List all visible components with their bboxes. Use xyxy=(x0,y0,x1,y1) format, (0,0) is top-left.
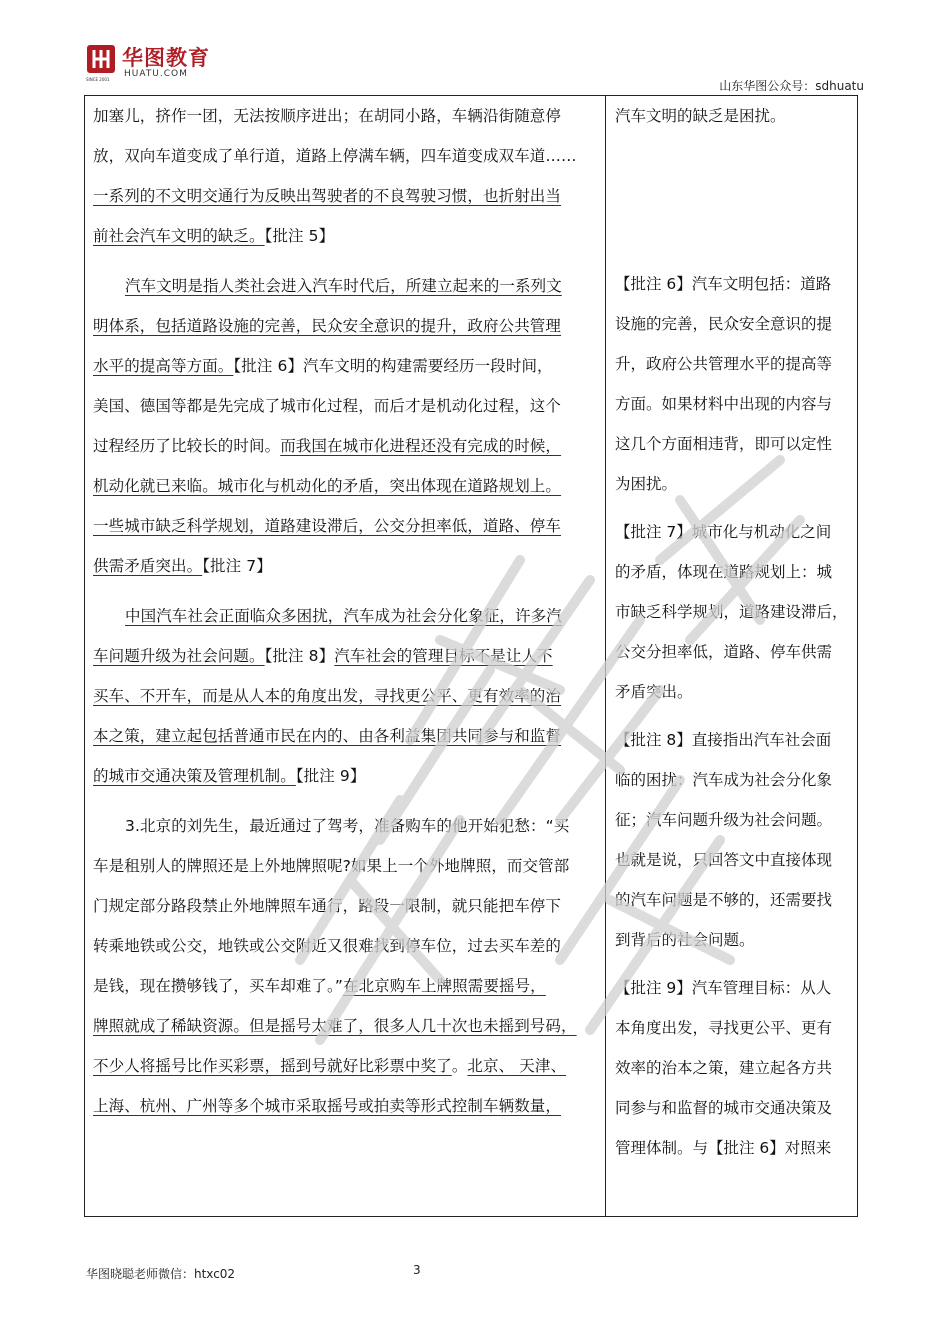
material-line xyxy=(93,426,598,466)
blank-line xyxy=(615,216,855,256)
material-line xyxy=(93,676,598,716)
material-line xyxy=(93,136,598,176)
underlined-text: 本之策，建立起包括普通市民在内的、由各利益集团共同参与和监督 xyxy=(93,727,562,745)
material-line xyxy=(93,846,598,886)
huatu-logo xyxy=(86,42,236,82)
column-divider xyxy=(605,96,606,1216)
text-span: 是钱，现在攒够钱了，买车却难了。” xyxy=(93,977,343,995)
material-line xyxy=(93,346,598,386)
annotation-gap xyxy=(615,960,855,968)
annotation-line: 临的困扰：汽车成为社会分化象 xyxy=(615,771,833,789)
annotation-line: 本角度出发，寻找更公平、更有 xyxy=(615,1019,833,1037)
text-span: 放，双向车道变成了单行道，道路上停满车辆，四车道变成双车道…… xyxy=(93,147,577,165)
logo-subtitle: HUATU.COM xyxy=(124,69,188,79)
underlined-text: 明体系，包括道路设施的完善，民众安全意识的提升，政府公共管理 xyxy=(93,317,562,335)
text-span: 门规定部分路段禁止外地牌照车通行，路段一限制，就只能把车停下 xyxy=(93,897,562,915)
paragraph-gap xyxy=(93,796,598,806)
material-line xyxy=(93,306,598,346)
blank-line xyxy=(615,136,855,176)
annotation-line: 【批注 7】城市化与机动化之间 xyxy=(615,523,832,541)
underlined-text: 一系列的不文明交通行为反映出驾驶者的不良驾驶习惯，也折射出当 xyxy=(93,187,562,205)
text-span: 【批注 9】 xyxy=(295,767,366,785)
logo-since: SINCE 2001 xyxy=(86,77,110,82)
text-span: 3.北京的刘先生，最近通过了驾考，准备购车的他开始犯愁：“买 xyxy=(125,817,570,835)
material-line xyxy=(93,966,598,1006)
annotation-line: 【批注 8】直接指出汽车社会面 xyxy=(615,731,832,749)
material-line xyxy=(93,546,598,586)
annotation-gap xyxy=(615,712,855,720)
annotation-line: 效率的治本之策，建立起各方共 xyxy=(615,1059,833,1077)
annotation-gap xyxy=(615,504,855,512)
text-span: 【批注 7】 xyxy=(202,557,272,575)
annotation-line: 为困扰。 xyxy=(615,475,678,493)
annotation-line: 升，政府公共管理水平的提高等 xyxy=(615,355,833,373)
underlined-text: 供需矛盾突出。 xyxy=(93,557,203,575)
paragraph-gap xyxy=(93,256,598,266)
material-line xyxy=(93,806,598,846)
paragraph-gap xyxy=(93,586,598,596)
text-span: 【批注 5】 xyxy=(264,227,335,245)
material-line xyxy=(93,1086,598,1126)
material-line xyxy=(93,466,598,506)
annotation-line: 到背后的社会问题。 xyxy=(615,931,755,949)
underlined-text: 一些城市缺乏科学规划，道路建设滞后，公交分担率低，道路、停车 xyxy=(93,517,562,535)
material-line xyxy=(93,176,598,216)
underlined-text: 汽车文明是指人类社会进入汽车时代后，所建立起来的一系列文 xyxy=(125,277,562,295)
material-line xyxy=(93,1046,598,1086)
text-span: 【批注 8】 xyxy=(264,647,335,665)
material-line xyxy=(93,926,598,966)
annotation-line: 的矛盾，体现在道路规划上：城 xyxy=(615,563,833,581)
text-span: 【批注 6】汽车文明的构建需要经历一段时间， xyxy=(233,357,553,375)
underlined-text: 牌照就成了稀缺资源。但是摇号太难了，很多人几十次也未摇到号码， xyxy=(93,1017,577,1035)
footer-teacher: 华图晓聪老师微信：htxc02 xyxy=(86,1267,236,1281)
material-line xyxy=(93,506,598,546)
annotation-line: 公交分担率低，道路、停车供需 xyxy=(615,643,833,661)
annotation-line: 矛盾突出。 xyxy=(615,683,693,701)
material-line xyxy=(93,1006,598,1046)
text-span: 过程经历了比较长的时间。 xyxy=(93,437,281,455)
text-span: 美国、德国等都是先完成了城市化过程，而后才是机动化过程，这个 xyxy=(93,397,562,415)
annotation-gap xyxy=(615,256,855,264)
underlined-text: 汽车社会的管理目标不是让人不 xyxy=(334,647,553,665)
huatu-logo-icon xyxy=(86,44,116,76)
material-line xyxy=(93,596,598,636)
text-span: 转乘地铁或公交，地铁或公交附近又很难找到停车位，过去买车差的 xyxy=(93,937,562,955)
text-span: 。 xyxy=(451,1057,468,1075)
annotation-line: 市缺乏科学规划，道路建设滞后， xyxy=(615,603,848,621)
annotation-line: 同参与和监督的城市交通决策及 xyxy=(615,1099,833,1117)
underlined-text: 前社会汽车文明的缺乏。 xyxy=(93,227,265,245)
underlined-text: 买车、不开车，而是从人本的角度出发，寻找更公平、更有效率的治 xyxy=(93,687,562,705)
underlined-text: 上海、杭州、广州等多个城市采取摇号或拍卖等形式控制车辆数量， xyxy=(93,1097,562,1115)
underlined-text: 而我国在城市化进程还没有完成的时候， xyxy=(280,437,562,455)
annotation-line: 【批注 6】汽车文明包括：道路 xyxy=(615,275,832,293)
page-number: 3 xyxy=(413,1263,421,1277)
annotation-line: 也就是说，只回答文中直接体现 xyxy=(615,851,833,869)
annotation-line: 的汽车问题是不够的，还需要找 xyxy=(615,891,833,909)
annotation-line: 设施的完善，民众安全意识的提 xyxy=(615,315,833,333)
material-line xyxy=(93,886,598,926)
text-span: 车是租别人的牌照还是上外地牌照呢?如果上一个外地牌照，而交管部 xyxy=(93,857,570,875)
material-line xyxy=(93,386,598,426)
logo-text: 华图教育 xyxy=(122,46,210,70)
annotation-line: 方面。如果材料中出现的内容与 xyxy=(615,395,833,413)
material-line xyxy=(93,716,598,756)
annotation-line: 征；汽车问题升级为社会问题。 xyxy=(615,811,833,829)
underlined-text: 车问题升级为社会问题。 xyxy=(93,647,265,665)
underlined-text: 不少人将摇号比作买彩票，摇到号就好比彩票中奖了 xyxy=(93,1057,452,1075)
annotation-table xyxy=(84,95,858,1217)
material-text-column xyxy=(93,96,598,1126)
text-span: 加塞儿，挤作一团，无法按顺序进出；在胡同小路，车辆沿街随意停 xyxy=(93,107,562,125)
underlined-text: 机动化就已来临。城市化与机动化的矛盾，突出体现在道路规划上。 xyxy=(93,477,562,495)
material-line xyxy=(93,216,598,256)
underlined-text: 水平的提高等方面。 xyxy=(93,357,234,375)
material-line xyxy=(93,96,598,136)
underlined-text: 在北京购车上牌照需要摇号， xyxy=(342,977,546,995)
material-line xyxy=(93,636,598,676)
underlined-text: 北京、 天津、 xyxy=(467,1057,567,1075)
blank-line xyxy=(615,176,855,216)
header-account: 山东华图公众号：sdhuatu xyxy=(719,79,864,93)
underlined-text: 的城市交通决策及管理机制。 xyxy=(93,767,296,785)
annotation-line: 汽车文明的缺乏是困扰。 xyxy=(615,107,786,125)
material-line xyxy=(93,756,598,796)
annotation-line: 【批注 9】汽车管理目标：从人 xyxy=(615,979,832,997)
underlined-text: 中国汽车社会正面临众多困扰，汽车成为社会分化象征，许多汽 xyxy=(125,607,562,625)
annotation-line: 管理体制。与【批注 6】对照来 xyxy=(615,1139,832,1157)
annotation-column xyxy=(615,96,855,1168)
material-line xyxy=(93,266,598,306)
annotation-line: 这几个方面相违背，即可以定性 xyxy=(615,435,833,453)
